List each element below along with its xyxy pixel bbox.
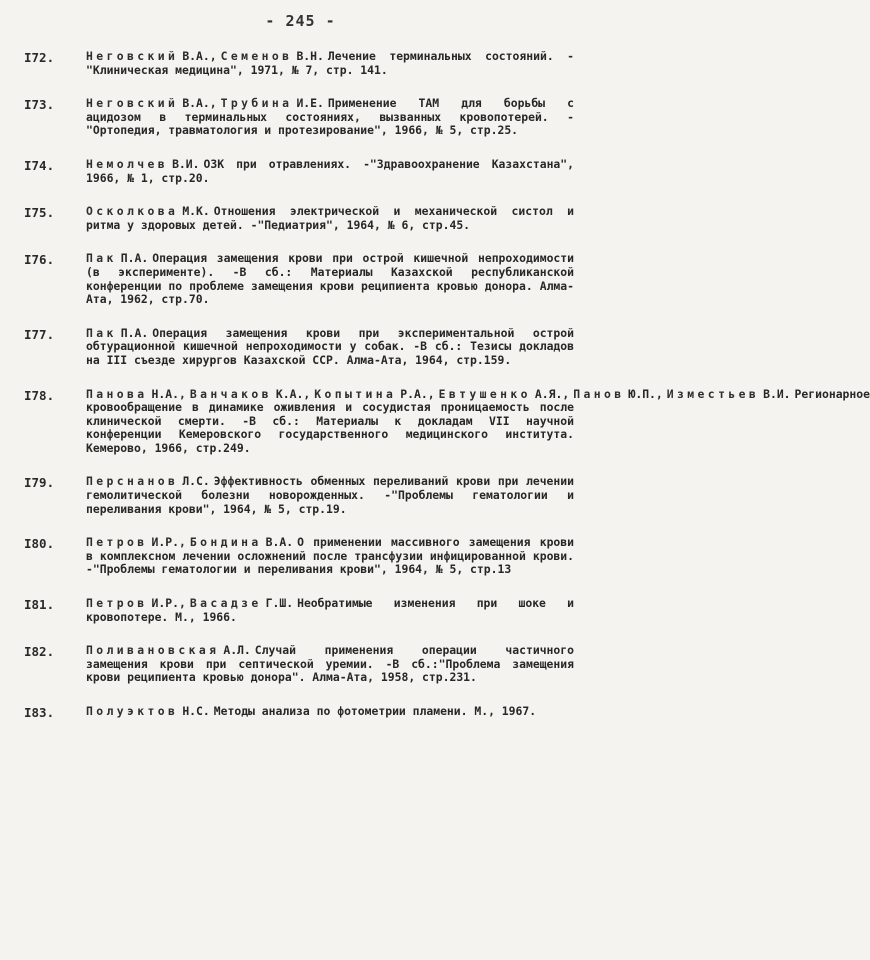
author-surname: Семенов [220,49,293,63]
author-surname: Неговский [86,96,179,111]
entry-title: Необратимые изменения при шоке и кровопотере. М., 1966. [86,596,574,624]
author-surname: Петров [86,596,148,611]
author-initials: В.Н. [296,49,324,63]
author-surname: Бондина [189,535,262,550]
entry-text [86,97,574,138]
bibliography-entry [24,536,574,577]
entry-text [86,536,574,577]
entry-text [86,205,574,232]
author-surname: Осколкова [86,204,179,219]
entry-number: I75. [24,205,55,221]
entry-number: I72. [24,50,55,65]
author-surname: Немолчев [86,156,169,171]
entry-title: О применении массивного замещения крови в комплексном лечении осложнений после трансфузии инфицированной крови. -"Проблемы гематологии и переливания крови", 1964, № 5, стр.13 [86,535,574,577]
author-surname: Полуэктов [86,704,179,718]
entry-text [86,386,870,456]
bibliography-list [24,49,870,739]
entry-text [86,252,574,306]
entry-title: Применение ТАМ для борьбы с ацидозом в терминальных состояниях, вызванных кровопотерей. -"Ортопедия, травматология и протезирование", 1966, № 5, стр.25. [86,96,574,138]
author-surname: Пак [86,325,117,340]
author-initials: Ю.П., [628,386,663,401]
author-initials: Р.А., [400,386,435,401]
entry-title: Лечение терминальных состояний. -"Клиническая медицина", 1971, № 7, стр. 141. [86,49,574,77]
entry-title: ОЗК при отравлениях. -"Здравоохранение Казахстана", 1966, № 1, стр.20. [86,156,574,185]
bibliography-entry [24,205,574,232]
bibliography-entry [24,50,574,77]
entry-title: Отношения электрической и механической систол и ритма у здоровых детей. -"Педиатрия", 1964, № 6, стр.45. [86,204,574,232]
entry-title: Операция замещения крови при экспериментальной острой обтурационной кишечной непроходимости у собак. -В сб.: Тезисы докладов на III съезде хирургов Казахской ССР. Алма-Ата, 1964, стр.159. [86,325,574,367]
bibliography-entry [24,475,574,516]
author-initials: П.А. [120,325,149,340]
page-number: - 245 - [265,12,336,30]
entry-text [86,475,574,516]
author-surname: Неговский [86,49,179,63]
entry-number: I79. [24,475,55,491]
entry-text [86,644,574,685]
author-surname: Петров [86,535,148,550]
bibliography-entry [24,644,574,685]
entry-number: I74. [24,157,55,173]
bibliography-entry [24,327,574,368]
entry-title: Эффективность обменных переливаний крови при лечении гемолитической болезни новорожденных. -"Проблемы гематологии и переливания крови", 1964, № 5, стр.19. [86,474,574,516]
author-surname: Перснанов [86,474,179,489]
entry-title: Регионарное кровообращение в динамике оживления и сосудистая проницаемость после клинической смерти. -В сб.: Материалы к докладам VII научной конференции Кемеровского государственного медицинского института. Кемерово, 1966, стр.249. [86,386,870,455]
author-initials: А.Л. [223,643,251,658]
author-surname: Панова [86,386,148,401]
author-initials: А.Я., [534,386,570,401]
author-initials: В.А. [265,535,294,550]
entry-text [86,705,574,719]
author-initials: Н.А., [151,386,186,401]
entry-number: I80. [24,536,55,552]
entry-number: I76. [24,252,55,268]
bibliography-entry [24,252,574,306]
entry-text [86,597,574,624]
entry-number: I73. [24,97,55,113]
author-initials: Н.С. [182,704,210,718]
author-initials: М.К. [182,204,210,219]
entry-number: I77. [24,326,55,342]
entry-text [86,158,574,185]
entry-title: Случай применения операции частичного замещения крови при септической уремии. -В сб.:"Проблема замещения крови реципиента кровью донора". Алма-Ата, 1958, стр.231. [86,643,574,685]
author-initials: И.Р., [151,535,186,550]
bibliography-entry [24,158,574,185]
author-initials: В.А., [182,49,217,63]
author-surname: Евтушенко [438,386,531,401]
author-surname: Копытина [314,386,397,401]
author-surname: Пак [86,251,117,266]
author-initials: Л.С. [182,474,210,489]
author-surname: Васадзе [189,596,262,611]
bibliography-entry [24,597,574,624]
entry-number: I78. [24,387,55,403]
entry-number: I81. [24,597,55,613]
bibliography-entry [24,386,870,456]
entry-text [86,50,574,77]
author-surname: Поливановская [86,643,220,658]
bibliography-entry [24,705,574,719]
author-initials: П.А. [120,251,149,266]
author-initials: И.Р., [151,596,186,611]
author-surname: Панов [573,386,625,401]
entry-title: Методы анализа по фотометрии пламени. М., 1967. [213,704,537,718]
author-initials: В.А., [182,96,217,111]
author-initials: И.Е. [296,96,324,111]
bibliography-entry [24,97,574,138]
entry-number: I82. [24,644,55,660]
entry-number: I83. [24,705,55,720]
author-initials: Г.Ш. [265,596,294,611]
author-initials: К.А., [275,386,311,401]
author-initials: В.И. [172,156,200,171]
author-surname: Изместьев [666,386,760,401]
author-surname: Ванчаков [189,386,272,401]
entry-text [86,327,574,368]
entry-title: Операция замещения крови при острой кишечной непроходимости (в эксперименте). -В сб.: Материалы Казахской республиканской конференции по проблеме замещения крови реципиента кровью донора. Алма-Ата, 1962, стр.70. [86,251,574,307]
author-initials: В.И. [763,386,791,401]
author-surname: Трубина [220,96,293,111]
